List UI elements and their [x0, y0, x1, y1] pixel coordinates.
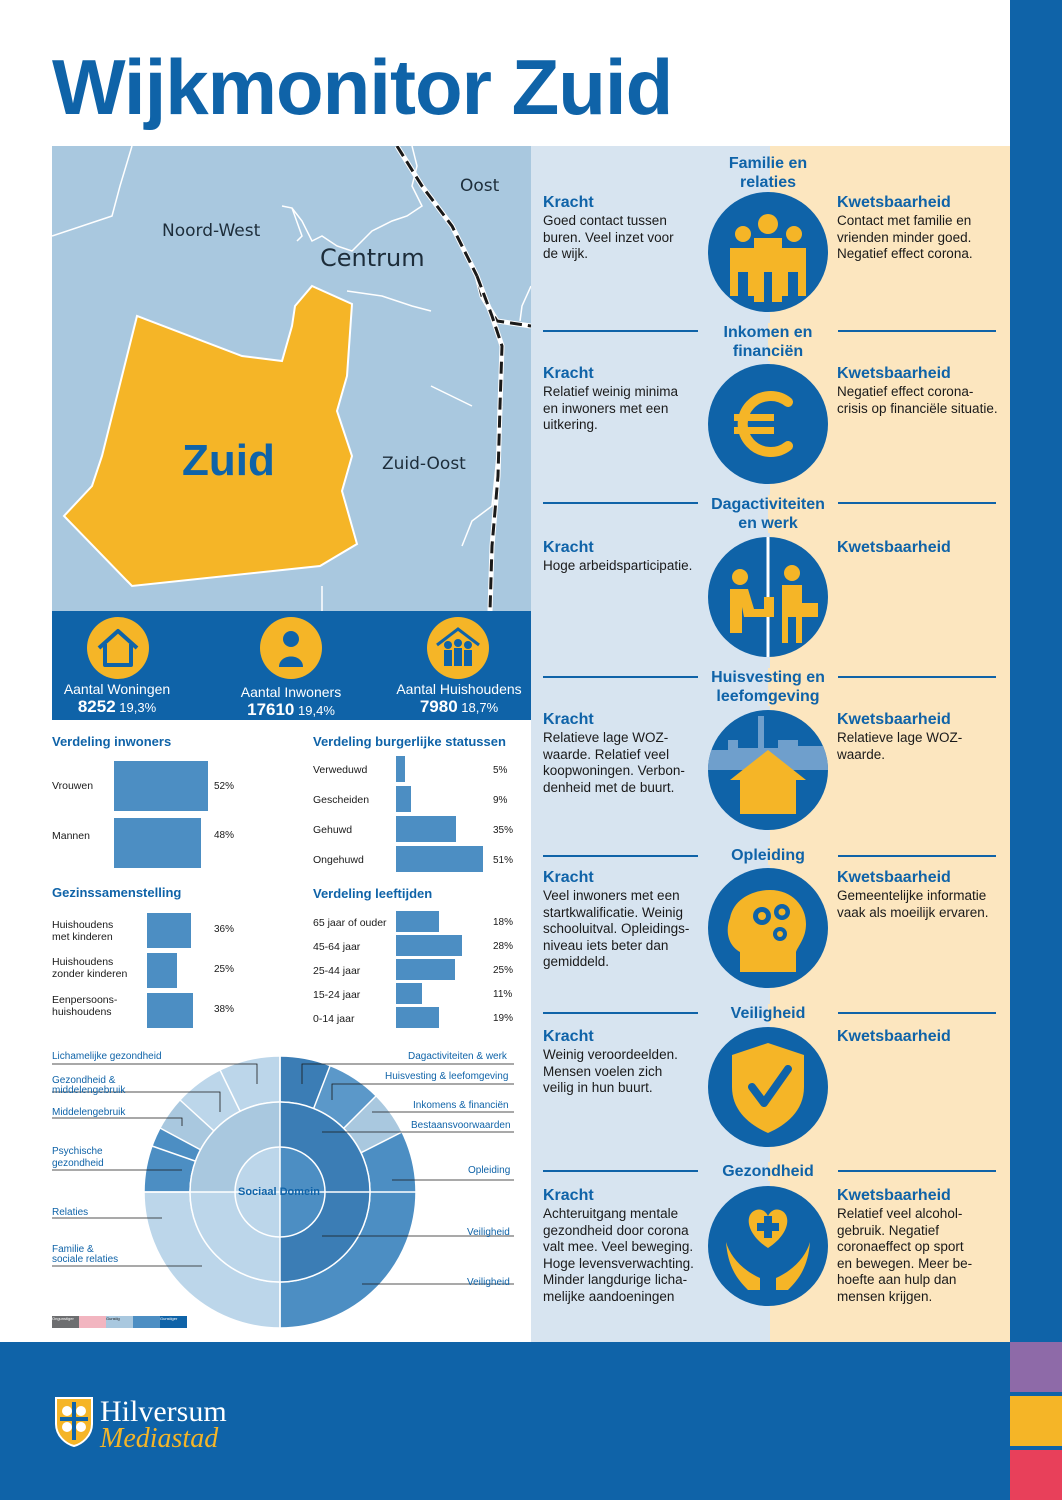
pct-45-64: 28%	[493, 941, 514, 952]
theme-title-opleiding: Opleiding	[698, 846, 838, 865]
theme-title-familie: Familie en relaties	[728, 155, 808, 191]
shield-check-icon	[708, 1027, 828, 1147]
stat-value-woningen: 8252 19,3%	[77, 697, 157, 716]
separator-right-2	[836, 502, 996, 504]
kracht-heading-7: Kracht	[543, 1187, 594, 1204]
row-label-mannen: Mannen	[52, 830, 90, 842]
kwetsbaarheid-heading-2: Kwetsbaarheid	[837, 365, 951, 382]
kracht-heading-5: Kracht	[543, 869, 594, 886]
bar-gescheiden	[396, 786, 411, 812]
donut-label-inkomens: Inkomens & financiën	[413, 1100, 509, 1111]
map-label-noord-west: Noord-West	[162, 221, 261, 241]
education-icon	[708, 868, 828, 988]
row-label-zonder-kinderen: Huishoudens zonder kinderen	[52, 956, 128, 980]
separator-right-1	[836, 330, 996, 332]
pct-gehuwd: 35%	[493, 825, 514, 836]
map-label-zuid-oost: Zuid-Oost	[382, 454, 466, 474]
bar-15-24	[396, 983, 422, 1004]
kracht-text-opleiding: Veel inwoners met een startkwalificatie. Weinig schooluitval. Opleidings- niveau iets beter dan gemiddeld.	[543, 888, 690, 969]
pct-65plus: 18%	[493, 917, 514, 928]
separator-right-5	[836, 1012, 996, 1014]
kwetsbaarheid-heading-5: Kwetsbaarheid	[837, 869, 951, 886]
bar-45-64	[396, 935, 462, 956]
map-label-zuid: Zuid	[182, 436, 275, 485]
row-label-ongehuwd: Ongehuwd	[313, 854, 364, 866]
row-label-45-64: 45-64 jaar	[313, 941, 361, 953]
separator-left-4	[543, 855, 703, 857]
chart-title-gezin: Gezinssamenstelling	[52, 885, 182, 900]
donut-label-lichamelijke-gezondheid: Lichamelijke gezondheid	[52, 1051, 162, 1062]
donut-label-veiligheid-2: Veiligheid	[467, 1277, 510, 1288]
pct-mannen: 48%	[214, 830, 235, 841]
pct-15-24: 11%	[493, 989, 513, 1000]
bar-verweduwd	[396, 756, 405, 782]
donut-label-relaties: Relaties	[52, 1207, 89, 1218]
kwets-text-opleiding: Gemeentelijke informatie vaak als moeilijk ervaren.	[837, 888, 989, 920]
health-icon	[708, 1186, 828, 1306]
legend-swatch-2	[79, 1316, 106, 1328]
hilversum-crest-icon	[52, 1394, 96, 1448]
pct-vrouwen: 52%	[214, 781, 235, 792]
swatch-red	[1010, 1450, 1062, 1500]
kracht-text-huisvesting: Relatieve lage WOZ- waarde. Relatief veel koopwoningen. Verbon- denheid met de buurt.	[543, 730, 685, 795]
pct-25-44: 25%	[493, 965, 514, 976]
person-icon	[260, 617, 322, 679]
donut-label-familie-sociale-relaties: Familie & sociale relaties	[52, 1244, 119, 1265]
bar-mannen	[114, 818, 201, 868]
separator-left-3	[543, 676, 703, 678]
family-icon	[427, 617, 489, 679]
chart-title-leeftijden: Verdeling leeftijden	[313, 886, 433, 901]
legend-swatch-4	[133, 1316, 160, 1328]
bar-vrouwen	[114, 761, 208, 811]
pct-eenpersoons: 38%	[214, 1004, 235, 1015]
row-label-eenpersoons: Eenpersoons- huishoudens	[52, 994, 118, 1018]
kwets-text-inkomen: Negatief effect corona- crisis op financiële situatie.	[837, 384, 998, 416]
bar-25-44	[396, 959, 455, 980]
kracht-text-gezondheid: Achteruitgang mentale gezondheid door corona valt mee. Veel beweging. Hoge levensverwachting. Minder langdurige licha- melijke aandoeningen	[543, 1206, 694, 1304]
kwetsbaarheid-heading-7: Kwetsbaarheid	[837, 1187, 951, 1204]
theme-title-gezondheid: Gezondheid	[698, 1162, 838, 1181]
kwets-text-familie: Contact met familie en vrienden minder goed. Negatief effect corona.	[837, 213, 973, 261]
separator-right-4	[836, 855, 996, 857]
donut-center-label: Sociaal Domein	[238, 1186, 320, 1198]
pct-zonder-kinderen: 25%	[214, 964, 235, 975]
pct-gescheiden: 9%	[493, 795, 508, 806]
row-label-met-kinderen: Huishoudens met kinderen	[52, 919, 114, 943]
bar-met-kinderen	[147, 913, 191, 948]
donut-label-opleiding: Opleiding	[468, 1165, 511, 1176]
kwetsbaarheid-heading-1: Kwetsbaarheid	[837, 194, 951, 211]
kracht-heading-6: Kracht	[543, 1028, 594, 1045]
bar-zonder-kinderen	[147, 953, 177, 988]
separator-left-1	[543, 330, 703, 332]
row-label-verweduwd: Verweduwd	[313, 764, 368, 776]
theme-title-dagactiviteiten: Dagactiviteiten en werk	[698, 495, 838, 533]
euro-icon	[708, 364, 828, 484]
district-map	[52, 146, 531, 611]
kracht-heading-3: Kracht	[543, 539, 594, 556]
row-label-vrouwen: Vrouwen	[52, 780, 94, 792]
bar-eenpersoons	[147, 993, 193, 1028]
house-icon	[87, 617, 149, 679]
kracht-text-veiligheid: Weinig veroordeelden. Mensen voelen zich veilig in hun buurt.	[543, 1047, 678, 1095]
separator-left-6	[543, 1170, 703, 1172]
row-label-15-24: 15-24 jaar	[313, 989, 361, 1001]
legend-gunstiger: Gunstiger	[160, 1316, 187, 1328]
row-label-0-14: 0-14 jaar	[313, 1013, 355, 1025]
logo-mediastad: Mediastad	[100, 1423, 219, 1454]
housing-icon	[708, 710, 828, 830]
donut-label-huisvesting: Huisvesting & leefomgeving	[385, 1071, 509, 1082]
separator-right-3	[836, 676, 996, 678]
donut-label-bestaansvoorwaarden: Bestaansvoorwaarden	[411, 1120, 511, 1131]
kwets-text-huisvesting: Relatieve lage WOZ- waarde.	[837, 730, 963, 762]
swatch-purple	[1010, 1342, 1062, 1392]
bar-0-14	[396, 1007, 439, 1028]
kracht-heading-1: Kracht	[543, 194, 594, 211]
stat-label-woningen: Aantal Woningen	[63, 681, 171, 697]
stat-value-inwoners: 17610 19,4%	[247, 700, 335, 719]
bar-gehuwd	[396, 816, 456, 842]
kracht-text-familie: Goed contact tussen buren. Veel inzet voor de wijk.	[543, 213, 674, 261]
theme-title-veiligheid: Veiligheid	[698, 1004, 838, 1023]
right-accent-bar	[1010, 0, 1062, 1342]
donut-label-gezondheid-middelengebruik: Gezondheid & middelengebruik	[52, 1075, 126, 1096]
legend-ongunstiger: Ongunstiger	[52, 1316, 79, 1328]
theme-title-huisvesting: Huisvesting en leefomgeving	[698, 668, 838, 706]
kracht-heading-4: Kracht	[543, 711, 594, 728]
bar-65plus	[396, 911, 439, 932]
pct-0-14: 19%	[493, 1013, 514, 1024]
kwetsbaarheid-heading-6: Kwetsbaarheid	[837, 1028, 951, 1045]
logo-hilversum: Hilversum	[100, 1395, 227, 1428]
separator-left-2	[543, 502, 703, 504]
kwets-text-gezondheid: Relatief veel alcohol- gebruik. Negatief coronaeffect op sport en bewegen. Meer be- hoefte aan hulp dan mensen krijgen.	[837, 1206, 973, 1304]
separator-right-6	[836, 1170, 996, 1172]
chart-title-burgerlijk: Verdeling burgerlijke statussen	[313, 734, 506, 749]
bar-ongehuwd	[396, 846, 483, 872]
donut-label-psychische-gezondheid: Psychische gezondheid	[52, 1146, 104, 1169]
map-label-oost: Oost	[460, 176, 500, 196]
kwetsbaarheid-heading-3: Kwetsbaarheid	[837, 539, 951, 556]
donut-label-dagactiviteiten: Dagactiviteiten & werk	[408, 1051, 507, 1062]
donut-label-middelengebruik: Middelengebruik	[52, 1107, 126, 1118]
stat-label-huishoudens: Aantal Huishoudens	[396, 681, 522, 697]
kracht-heading-2: Kracht	[543, 365, 594, 382]
row-label-25-44: 25-44 jaar	[313, 965, 361, 977]
stat-value-huishoudens: 7980 18,7%	[419, 697, 499, 716]
kracht-text-dagactiviteiten: Hoge arbeidsparticipatie.	[543, 558, 693, 573]
donut-label-veiligheid-1: Veiligheid	[467, 1227, 510, 1238]
separator-left-5	[543, 1012, 703, 1014]
kracht-text-inkomen: Relatief weinig minima en inwoners met een uitkering.	[543, 384, 679, 432]
row-label-gescheiden: Gescheiden	[313, 794, 370, 806]
legend-gunstig: Gunstig	[106, 1316, 133, 1328]
page-title: Wijkmonitor Zuid	[52, 43, 673, 131]
kwetsbaarheid-heading-4: Kwetsbaarheid	[837, 711, 951, 728]
chart-title-inwoners: Verdeling inwoners	[52, 734, 172, 749]
pct-met-kinderen: 36%	[214, 924, 235, 935]
pct-ongehuwd: 51%	[493, 855, 514, 866]
pct-verweduwd: 5%	[493, 765, 508, 776]
family-icon	[708, 192, 828, 312]
row-label-65plus: 65 jaar of ouder	[313, 917, 387, 929]
theme-title-inkomen: Inkomen en financiën	[698, 323, 838, 361]
map-label-centrum: Centrum	[320, 244, 425, 272]
row-label-gehuwd: Gehuwd	[313, 824, 353, 836]
swatch-orange	[1010, 1396, 1062, 1446]
stat-label-inwoners: Aantal Inwoners	[240, 684, 342, 700]
work-icon	[708, 537, 828, 657]
